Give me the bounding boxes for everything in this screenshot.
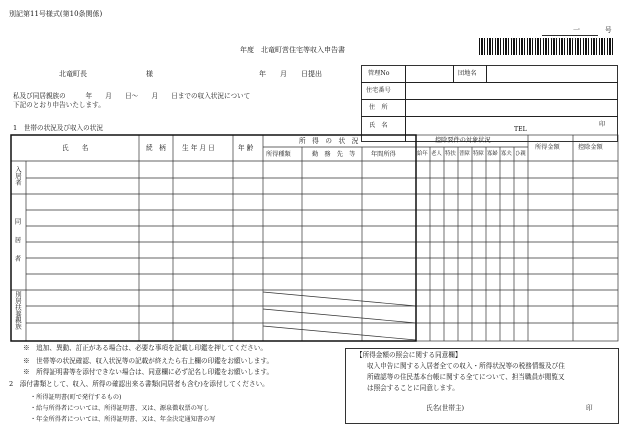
col-name: 氏 名 — [62, 144, 89, 152]
consent-signature[interactable]: 氏名(世帯主) — [426, 404, 465, 412]
col-workplace: 勤 務 先 等 — [312, 151, 356, 158]
consent-body-2: 所確認等の住民基本台帳に関する全てについて、担当職員が閲覧又 — [367, 373, 565, 381]
group-cohabitant-label: 同居者 — [13, 218, 22, 274]
number-dash: 一 — [573, 26, 580, 34]
deduction-col-6: 寡婦 — [487, 151, 498, 157]
management-no-label: 管理No — [368, 70, 390, 77]
name-label: 氏 名 — [369, 122, 388, 129]
seal-mark: 印 — [599, 121, 606, 128]
deduction-col-3: 特扶 — [445, 151, 456, 157]
note-6: ・給与所得者については、所得証明書、又は、源泉徴収票の写し — [30, 405, 210, 412]
note-7: ・年金所得者については、所得証明書、又は、年金決定通知書の写 — [30, 416, 216, 423]
address-label: 住 所 — [369, 104, 388, 111]
deduction-col-1: 給年 — [417, 151, 428, 157]
addressee: 北竜町長 — [59, 70, 87, 78]
col-relation: 続 柄 — [146, 144, 166, 152]
form-title: 年度 北竜町営住宅等収入申告書 — [240, 46, 345, 54]
col-age: 年 齢 — [238, 144, 254, 152]
col-income-amount: 所得金額 — [535, 144, 560, 151]
deduction-col-8: ひ親 — [515, 151, 526, 157]
consent-title: 【所得金額の照会に関する同意欄】 — [356, 351, 462, 359]
col-income-type: 所得種類 — [266, 151, 291, 158]
group-name-label: 団地名 — [458, 70, 477, 77]
section-1-title: 1 世帯の状況及び収入の状況 — [13, 124, 103, 132]
group-resident-label: 入居者 — [14, 166, 22, 186]
note-2: ※ 世帯等の状況確認、収入状況等の記載が終えたら右上欄の印鑑をお願いします。 — [23, 357, 274, 365]
col-annual-income: 年間所得 — [371, 151, 396, 158]
note-3: ※ 所得証明書等を添付できない場合は、同意欄に必ず記名し印鑑をお願いします。 — [23, 368, 274, 376]
note-5: ・所得証明書(町で発行するもの) — [30, 394, 122, 401]
consent-body-1: 収入申告に関する入居者全ての収入・所得状況等の税務情報及び住 — [367, 362, 565, 370]
col-deduction-amount: 控除金額 — [578, 144, 603, 151]
deduction-col-7: 寡夫 — [501, 151, 512, 157]
deduction-header: 控除要件の対象状況 — [435, 137, 491, 144]
submit-date[interactable]: 年 月 日提出 — [259, 70, 322, 78]
group-separate-label: 別居扶養親族 — [14, 291, 22, 330]
number-label: 号 — [605, 26, 612, 34]
col-birthdate: 生 年 月 日 — [182, 144, 215, 152]
house-no-label: 住宅番号 — [366, 87, 391, 94]
note-1: ※ 追加、異動、訂正がある場合は、必要な事項を記載し印鑑を押してください。 — [23, 344, 267, 352]
intro-line-2: 下記のとおり申告いたします。 — [13, 101, 105, 109]
intro-line-1: 私及び同居親族の 年 月 日〜 月 日までの収入状況について — [13, 92, 251, 100]
tel-label: TEL — [514, 126, 527, 133]
honorific: 様 — [146, 70, 153, 78]
income-header: 所 得 の 状 況 — [299, 137, 359, 145]
note-4: 2 添付書類として、収入、所得の確認出来る書類(同居者も含む)を添付してください。 — [9, 380, 269, 388]
deduction-col-4: 普障 — [459, 151, 470, 157]
deduction-col-5: 特障 — [473, 151, 484, 157]
consent-seal: 印 — [586, 404, 593, 412]
form-id: 別記第11号様式(第10条関係) — [9, 10, 103, 18]
consent-body-3: は照会することに同意します。 — [367, 384, 459, 392]
deduction-col-2: 老人 — [431, 151, 442, 157]
